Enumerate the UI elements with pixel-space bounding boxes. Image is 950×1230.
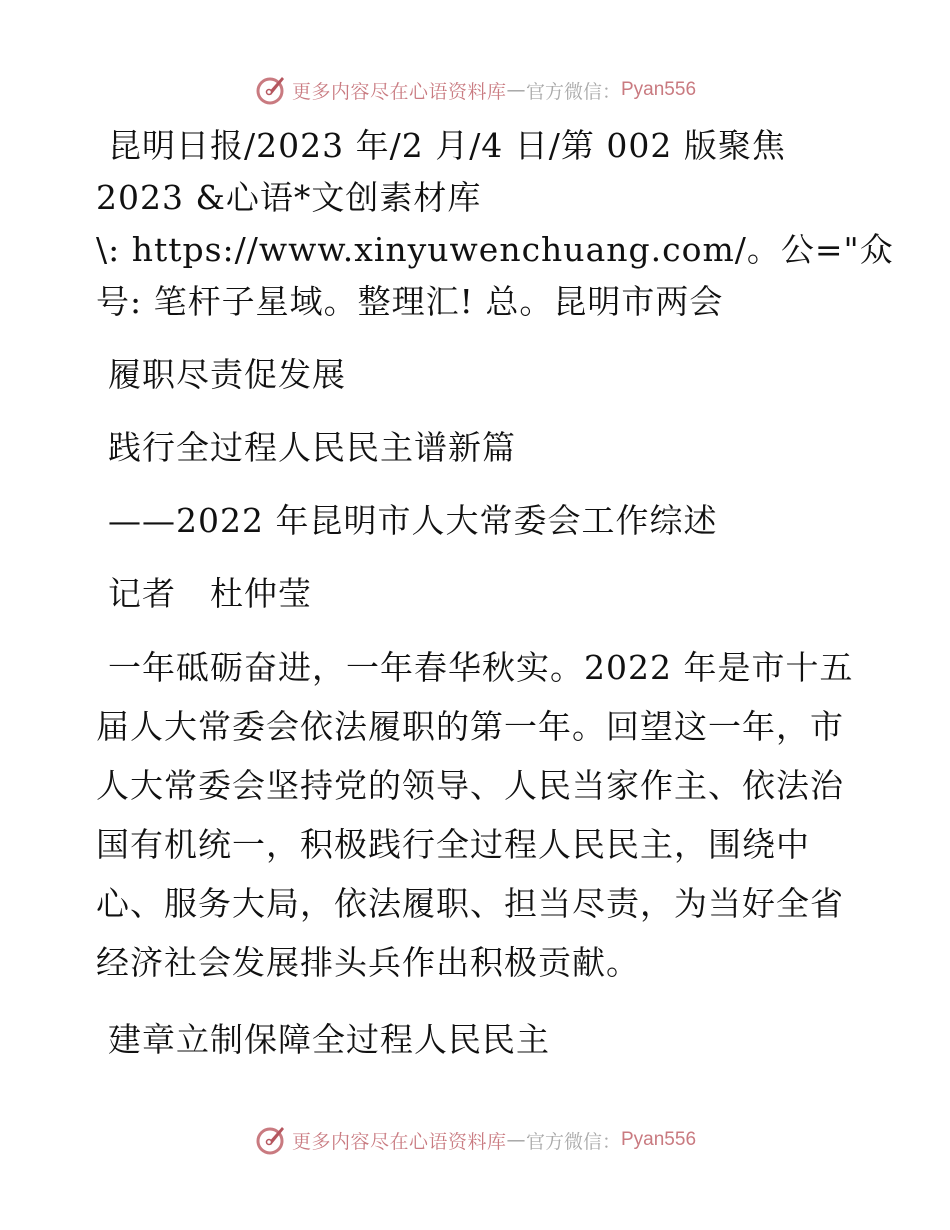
watermark-wechat-id: Pyan556 (621, 1129, 697, 1150)
body-line: 国有机统一，积极践行全过程人民民主，围绕中 (96, 825, 810, 864)
byline: 记者 杜仲莹 (108, 574, 312, 613)
header-line-url: \: https://www.xinyuwenchuang.com/。公="众 (96, 230, 894, 269)
quill-circle-logo-icon (254, 73, 288, 107)
watermark-wechat-label: 官方微信： (525, 80, 621, 103)
article-subtitle: ——2022 年昆明市人大常委会工作综述 (108, 501, 718, 540)
body-line: 经济社会发展排头兵作出积极贡献。 (96, 943, 640, 982)
body-line: 届人大常委会依法履职的第一年。回望这一年，市 (96, 707, 844, 746)
watermark-dash: — (506, 79, 526, 101)
watermark-wechat-label: 官方微信： (525, 1130, 621, 1153)
header-line-source: 昆明日报/2023 年/2 月/4 日/第 002 版聚焦 (108, 126, 786, 165)
header-line-library: 2023 &心语*文创素材库 (96, 178, 482, 217)
watermark-wechat-id: Pyan556 (621, 79, 697, 100)
watermark-brand-text: 更多内容尽在心语资料库 (291, 80, 507, 103)
body-line: 人大常委会坚持党的领导、人民当家作主、依法治 (96, 766, 844, 805)
headline-secondary: 践行全过程人民民主谱新篇 (108, 428, 516, 467)
watermark-dash: — (506, 1129, 526, 1151)
header-line-account: 号: 笔杆子星域。整理汇! 总。昆明市两会 (96, 282, 724, 321)
headline-primary: 履职尽责促发展 (108, 355, 346, 394)
body-line: 一年砥砺奋进，一年春华秋实。2022 年是市十五 (108, 648, 854, 687)
watermark-brand-text: 更多内容尽在心语资料库 (291, 1130, 507, 1153)
section-heading: 建章立制保障全过程人民民主 (108, 1020, 550, 1059)
body-paragraph (96, 638, 856, 992)
body-line: 心、服务大局，依法履职、担当尽责，为当好全省 (96, 884, 844, 923)
top-watermark (0, 70, 950, 110)
document-body (96, 120, 894, 1066)
bottom-watermark (0, 1120, 950, 1160)
quill-circle-logo-icon (254, 1123, 288, 1157)
